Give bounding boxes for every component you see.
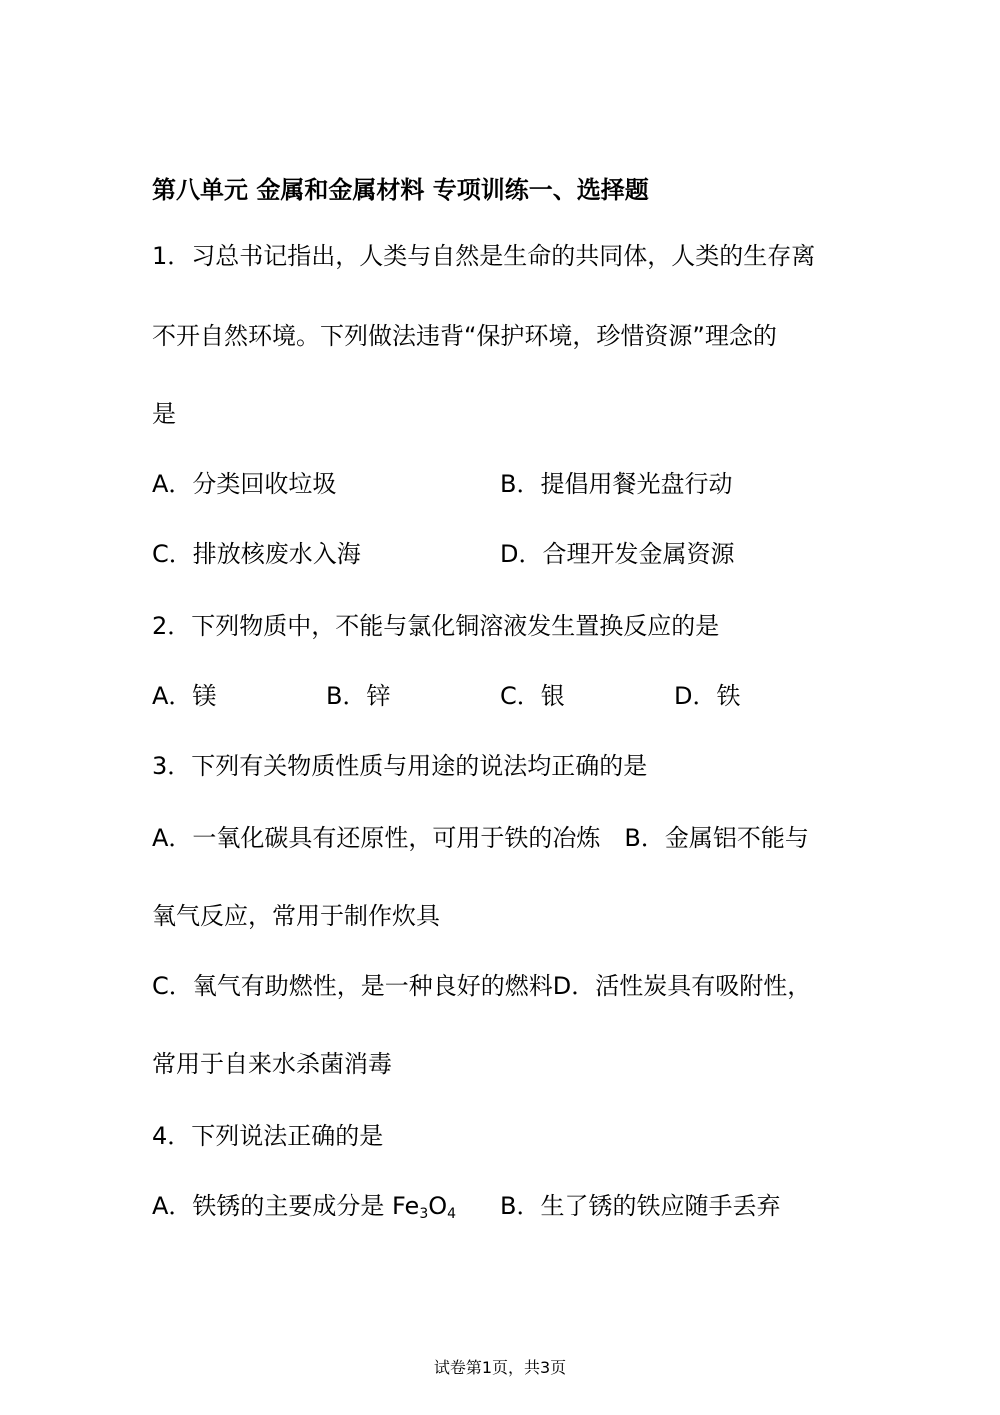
q4-subscript-4: 4 [447, 1206, 457, 1222]
q4-option-a-text: A．铁锈的主要成分是 Fe [152, 1192, 420, 1220]
q1-option-a: A．分类回收垃圾 [152, 470, 337, 498]
q2-option-d: D．铁 [674, 682, 741, 710]
q2-option-c: C．银 [500, 682, 565, 710]
q4-option-b: B．生了锈的铁应随手丢弃 [500, 1192, 781, 1220]
q4-oxygen-symbol: O [428, 1192, 448, 1220]
q3-options-cd-line-2: 常用于自来水杀菌消毒 [152, 1050, 392, 1078]
section-title: 第八单元 金属和金属材料 专项训练一、选择题 [152, 176, 649, 204]
q3-stem: 3．下列有关物质性质与用途的说法均正确的是 [152, 752, 648, 780]
q1-stem-line-3: 是 [152, 400, 176, 428]
q4-subscript-3: 3 [419, 1206, 429, 1222]
page-footer: 试卷第1页，共3页 [433, 1358, 567, 1377]
q2-option-b: B．锌 [326, 682, 391, 710]
q4-stem: 4．下列说法正确的是 [152, 1122, 384, 1150]
q3-options-ab-line-2: 氧气反应，常用于制作炊具 [152, 902, 440, 930]
q4-option-a [152, 1190, 456, 1230]
q1-stem-line-1: 1．习总书记指出，人类与自然是生命的共同体，人类的生存离 [152, 242, 816, 270]
q2-stem: 2．下列物质中，不能与氯化铜溶液发生置换反应的是 [152, 612, 720, 640]
q3-options-cd-line-1: C．氧气有助燃性，是一种良好的燃料D．活性炭具有吸附性， [152, 972, 812, 1000]
q1-option-c: C．排放核废水入海 [152, 540, 361, 568]
q3-options-ab-line-1: A．一氧化碳具有还原性，可用于铁的冶炼 B．金属铝不能与 [152, 824, 809, 852]
q2-option-a: A．镁 [152, 682, 217, 710]
q1-option-b: B．提倡用餐光盘行动 [500, 470, 733, 498]
q1-stem-line-2: 不开自然环境。下列做法违背“保护环境，珍惜资源”理念的 [152, 322, 777, 350]
q1-option-d: D．合理开发金属资源 [500, 540, 735, 568]
